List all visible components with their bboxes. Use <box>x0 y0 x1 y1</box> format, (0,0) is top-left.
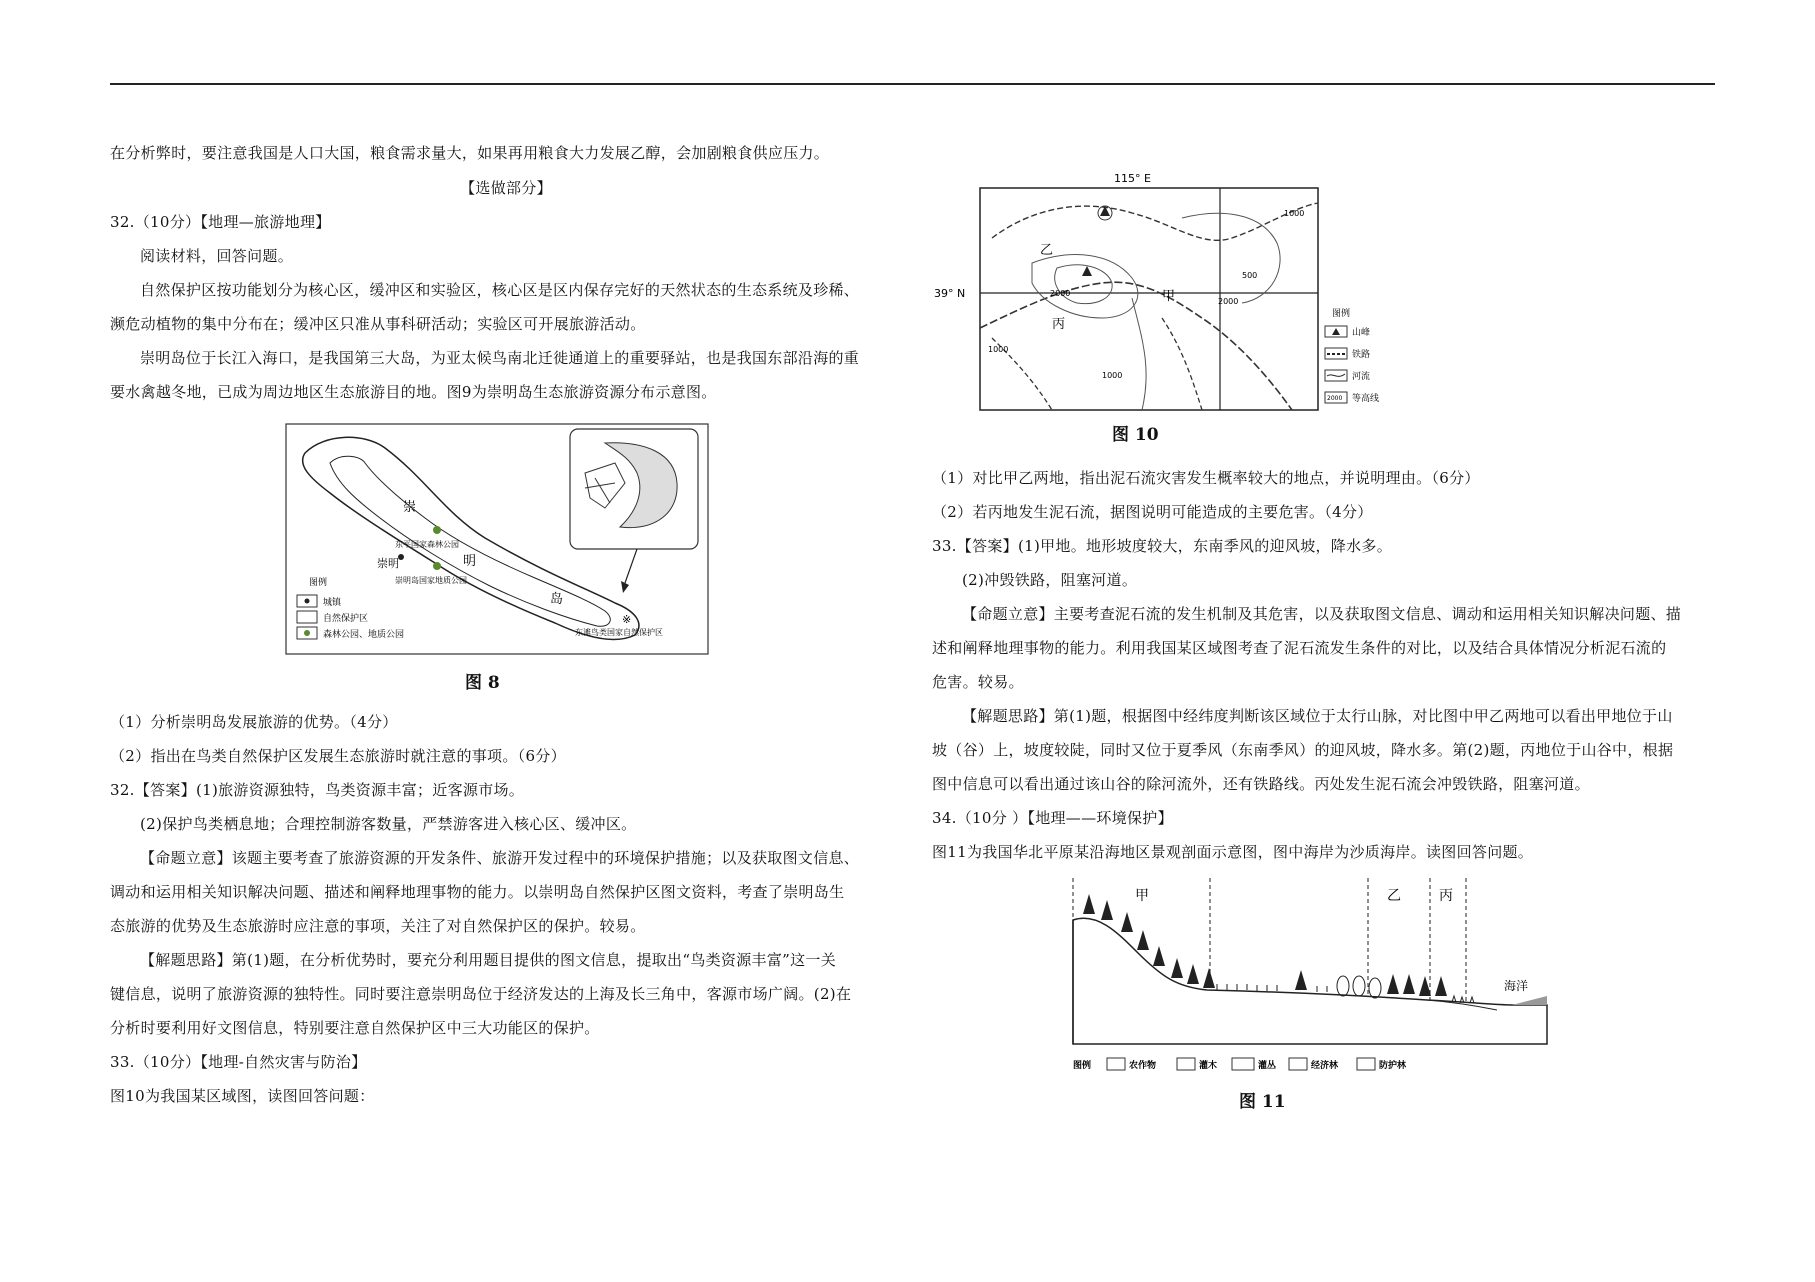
text-line: 图中信息可以看出通过该山谷的除河流外，还有铁路线。丙处发生泥石流会冲毁铁路，阻塞河道。 <box>932 775 1590 793</box>
map-label-town: 崇明 <box>377 557 399 570</box>
sea-label: 海洋 <box>1504 979 1529 993</box>
text-line: 【解题思路】第(1)题，在分析优势时，要充分利用题目提供的图文信息，提取出“鸟类资源丰富”这一关 <box>140 951 836 969</box>
legend-river: 河流 <box>1352 372 1371 382</box>
figure-8-map <box>285 423 709 655</box>
text-line: 自然保护区按功能划分为核心区，缓冲区和实验区，核心区是区内保存完好的天然状态的生态系统及珍稀、 <box>140 281 860 299</box>
q32-sub1: （1）分析崇明岛发展旅游的优势。（4分） <box>110 713 398 731</box>
text-line: 【命题立意】主要考查泥石流的发生机制及其危害，以及获取图文信息、调动和运用相关知识解决问题、描 <box>962 605 1682 623</box>
text-line: 坡（谷）上，坡度较陡，同时又位于夏季风（东南季风）的迎风坡，降水多。第(2)题，丙地位于山谷中，根据 <box>932 741 1674 759</box>
map-label-park1: 东平国家森林公园 <box>395 540 459 549</box>
text-line: 【解题思路】第(1)题，根据图中经纬度判断该区域位于太行山脉，对比图中甲乙两地可以看出甲地位于山 <box>962 707 1673 725</box>
text-line: 调动和运用相关知识解决问题、描述和阐释地理事物的能力。以崇明岛自然保护区图文资料，考查了崇明岛生 <box>110 883 845 901</box>
figure-11-profile <box>1067 872 1567 1082</box>
legend-shelter: 防护林 <box>1379 1061 1407 1071</box>
q32-title: 32.（10分）【地理—旅游地理】 <box>110 213 331 231</box>
q33-title: 33.（10分）【地理-自然灾害与防治】 <box>110 1053 367 1071</box>
map-lat: 39° N <box>934 287 966 300</box>
text-line: 键信息，说明了旅游资源的独特性。同时要注意崇明岛位于经济发达的上海及长三角中，客源市场广阔。(2)在 <box>110 985 852 1003</box>
contour-1000c: 1000 <box>1102 371 1123 380</box>
legend-town: 城镇 <box>323 598 342 608</box>
legend-peak: 山峰 <box>1352 328 1371 338</box>
legend-title: 图例 <box>309 578 328 588</box>
legend-park: 森林公园、地质公园 <box>323 630 405 640</box>
map-label-reserve: 东滩鸟类国家自然保护区 <box>575 628 663 637</box>
text-line: 崇明岛位于长江入海口，是我国第三大岛，为亚太候鸟南北迁徙通道上的重要驿站，也是我国东部沿海的重 <box>140 349 860 367</box>
svg-text:※: ※ <box>622 613 632 626</box>
a32-answer2: (2)保护鸟类栖息地；合理控制游客数量，严禁游客进入核心区、缓冲区。 <box>140 815 637 833</box>
map-label-park2: 崇明岛国家地质公园 <box>395 576 467 585</box>
a32-answer: 32.【答案】(1)旅游资源独特，鸟类资源丰富；近客源市场。 <box>110 781 525 799</box>
q32-sub2: （2）指出在鸟类自然保护区发展生态旅游时就注意的事项。（6分） <box>110 747 566 765</box>
contour-1000a: 1000 <box>1284 209 1305 218</box>
map-label-dao: 岛 <box>550 592 564 607</box>
figure-8-caption: 图 8 <box>465 673 500 693</box>
text-line: 在分析弊时，要注意我国是人口大国，粮食需求量大，如果再用粮食大力发展乙醇，会加剧粮食供应压力。 <box>110 144 830 162</box>
legend-contour-num: 2000 <box>1327 395 1343 402</box>
text-line: 【命题立意】该题主要考查了旅游资源的开发条件、旅游开发过程中的环境保护措施；以及获取图文信息、 <box>140 849 860 867</box>
text-line: 要水禽越冬地，已成为周边地区生态旅游目的地。图9为崇明岛生态旅游资源分布示意图。 <box>110 383 717 401</box>
map-label-chong: 崇 <box>403 500 417 515</box>
legend-bush: 灌丛 <box>1258 1061 1277 1071</box>
figure-10-map <box>932 168 1402 416</box>
zone-yi: 乙 <box>1387 888 1401 904</box>
contour-500: 500 <box>1242 271 1258 280</box>
legend-crop: 农作物 <box>1129 1061 1157 1071</box>
contour-2000b: 2000 <box>1218 297 1239 306</box>
q33-intro: 图10为我国某区域图，读图回答问题： <box>110 1087 375 1105</box>
legend-shrub: 灌木 <box>1199 1061 1218 1071</box>
q33-sub1: （1）对比甲乙两地，指出泥石流灾害发生概率较大的地点，并说明理由。（6分） <box>932 469 1480 487</box>
q33-sub2: （2）若丙地发生泥石流，据图说明可能造成的主要危害。（4分） <box>932 503 1373 521</box>
section-title: 【选做部分】 <box>460 179 552 197</box>
text-line: 濒危动植物的集中分布在；缓冲区只准从事科研活动；实验区可开展旅游活动。 <box>110 315 646 333</box>
a33-answer2: (2)冲毁铁路，阻塞河道。 <box>962 571 1138 589</box>
zone-bing: 丙 <box>1439 888 1453 904</box>
map-label-jia: 甲 <box>1162 289 1176 304</box>
map-label-bing: 丙 <box>1052 317 1066 332</box>
header-rule <box>110 83 1715 85</box>
text-line: 危害。较易。 <box>932 673 1024 691</box>
legend-rail: 铁路 <box>1352 350 1371 360</box>
legend-econ: 经济林 <box>1311 1061 1339 1071</box>
q34-intro: 图11为我国华北平原某沿海地区景观剖面示意图，图中海岸为沙质海岸。读图回答问题。 <box>932 843 1534 861</box>
map-label-ming: 明 <box>463 554 477 569</box>
figure-10-caption: 图 10 <box>1112 425 1159 445</box>
q34-title: 34.（10分 ）【地理——环境保护】 <box>932 809 1173 827</box>
a33-answer: 33.【答案】(1)甲地。地形坡度较大，东南季风的迎风坡，降水多。 <box>932 537 1393 555</box>
legend-title: 图例 <box>1073 1061 1092 1071</box>
text-line: 述和阐释地理事物的能力。利用我国某区域图考查了泥石流发生条件的对比，以及结合具体情况分析泥石流的 <box>932 639 1667 657</box>
map-label-yi: 乙 <box>1040 243 1054 258</box>
zone-jia: 甲 <box>1135 888 1149 904</box>
legend-reserve: 自然保护区 <box>323 614 369 624</box>
text-line: 分析时要利用好文图信息，特别要注意自然保护区中三大功能区的保护。 <box>110 1019 600 1037</box>
contour-1000b: 1000 <box>988 345 1009 354</box>
legend-contour: 等高线 <box>1352 394 1380 404</box>
contour-2000a: 2000 <box>1050 289 1071 298</box>
figure-11-caption: 图 11 <box>1239 1092 1286 1112</box>
text-line: 态旅游的优势及生态旅游时应注意的事项，关注了对自然保护区的保护。较易。 <box>110 917 646 935</box>
q32-intro: 阅读材料，回答问题。 <box>140 247 294 265</box>
legend-title: 图例 <box>1332 309 1351 319</box>
map-lon: 115° E <box>1114 172 1151 185</box>
